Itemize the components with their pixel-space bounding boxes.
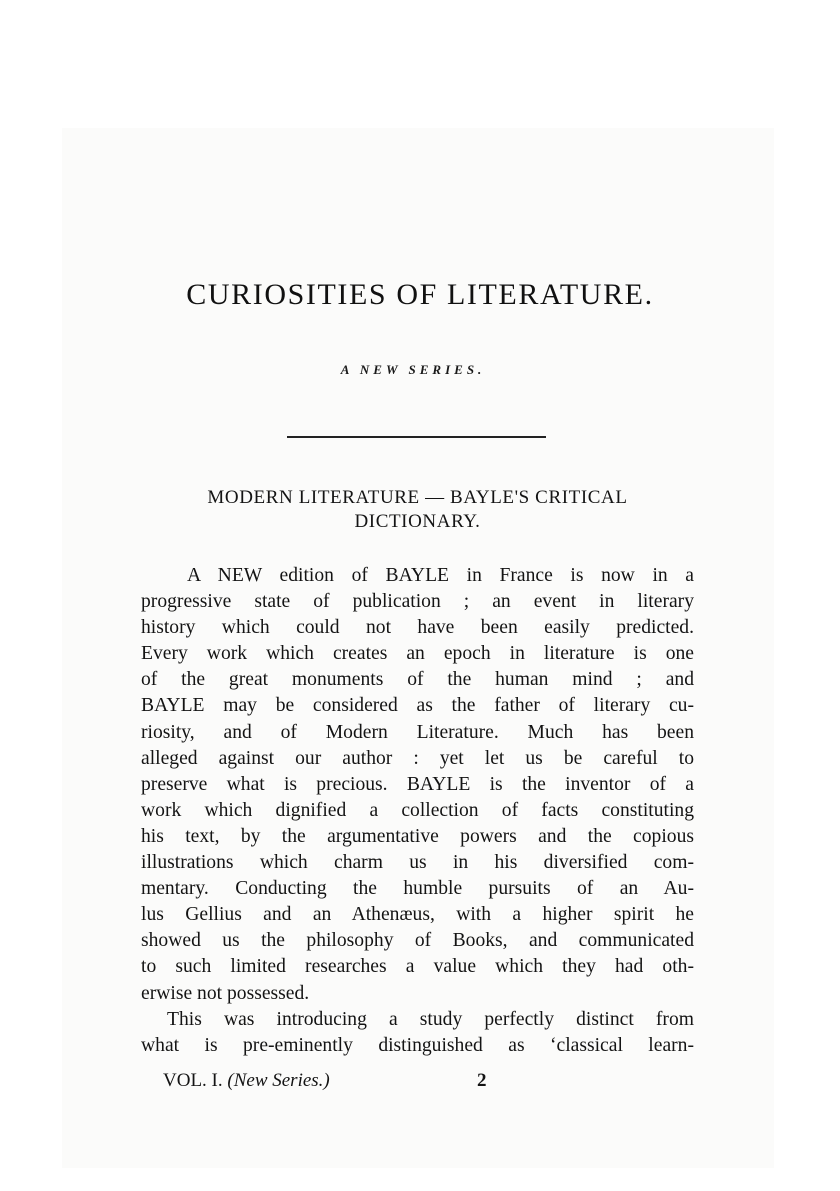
- body-line-4: Every work which creates an epoch in literature is one: [141, 643, 694, 665]
- body-line-9: preserve what is precious. BAYLE is the inventor of a: [141, 773, 694, 795]
- body-line-2: progressive state of publication ; an event in literary: [141, 591, 694, 613]
- chapter-heading-line-1: MODERN LITERATURE — BAYLE'S CRITICAL: [207, 487, 628, 508]
- title-divider-rule: [287, 436, 546, 438]
- signature-mark: 2: [477, 1070, 487, 1091]
- body-line-3: history which could not have been easily predicted.: [141, 617, 694, 639]
- chapter-heading-line-2: DICTIONARY.: [354, 511, 481, 532]
- series-subtitle: A NEW SERIES.: [340, 362, 486, 377]
- body-line-15: showed us the philosophy of Books, and communicated: [141, 930, 694, 952]
- body-line-6: BAYLE may be considered as the father of literary cu-: [141, 695, 694, 717]
- body-line-13: mentary. Conducting the humble pursuits of an Au-: [141, 878, 694, 900]
- body-line-14: lus Gellius and an Athenæus, with a higher spirit he: [141, 904, 694, 926]
- body-line-1: A NEW edition of BAYLE in France is now in a: [187, 565, 694, 586]
- body-line-17: erwise not possessed.: [141, 982, 310, 1004]
- book-title: CURIOSITIES OF LITERATURE.: [186, 278, 654, 311]
- volume-label: VOL. I.: [163, 1070, 223, 1091]
- body-line-19: what is pre-eminently distinguished as ‘classical learn-: [141, 1034, 694, 1056]
- body-line-8: alleged against our author : yet let us be careful to: [141, 747, 694, 769]
- series-label: (New Series.): [227, 1070, 330, 1091]
- body-line-16: to such limited researches a value which they had oth-: [141, 956, 694, 978]
- body-line-10: work which dignified a collection of facts constituting: [141, 799, 694, 821]
- body-line-11: his text, by the argumentative powers and the copious: [141, 825, 694, 847]
- page-footer: [163, 1070, 523, 1092]
- body-line-5: of the great monuments of the human mind ; and: [141, 669, 694, 691]
- body-line-12: illustrations which charm us in his diversified com-: [141, 852, 694, 874]
- body-text: [141, 563, 694, 1059]
- body-line-7: riosity, and of Modern Literature. Much has been: [141, 721, 694, 743]
- chapter-heading: [150, 486, 685, 534]
- body-line-18: This was introducing a study perfectly distinct from: [167, 1008, 694, 1030]
